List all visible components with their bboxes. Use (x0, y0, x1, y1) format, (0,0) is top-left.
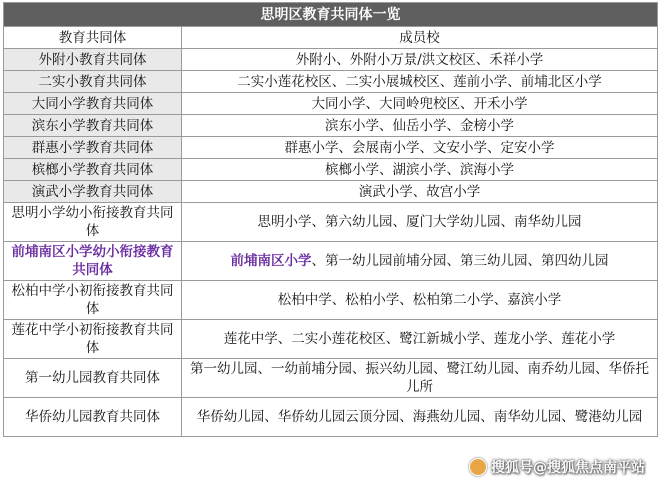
table-row (4, 159, 658, 181)
member-schools: 大同小学、大同岭兜校区、开禾小学 (182, 93, 658, 115)
member-schools: 思明小学、第六幼儿园、厦门大学幼儿园、南华幼儿园 (182, 203, 658, 242)
table-row (4, 203, 658, 242)
table-row (4, 137, 658, 159)
member-lead-school: 前埔南区小学 (230, 253, 312, 269)
member-schools (182, 242, 658, 281)
table-row (4, 93, 658, 115)
member-schools: 莲花中学、二实小莲花校区、鹭江新城小学、莲龙小学、莲花小学 (182, 320, 658, 359)
community-name: 思明小学幼小衔接教育共同体 (4, 203, 182, 242)
table-row (4, 115, 658, 137)
member-schools: 二实小莲花校区、二实小展城校区、莲前小学、前埔北区小学 (182, 71, 658, 93)
table-row-highlighted (4, 242, 658, 281)
community-name: 群惠小学教育共同体 (4, 137, 182, 159)
member-other-schools: 、第一幼儿园前埔分园、第三幼儿园、第四幼儿园 (311, 253, 609, 269)
member-schools: 槟榔小学、湖滨小学、滨海小学 (182, 159, 658, 181)
community-table-sheet (3, 2, 657, 485)
member-schools: 滨东小学、仙岳小学、金榜小学 (182, 115, 658, 137)
community-name: 演武小学教育共同体 (4, 181, 182, 203)
table-row (4, 359, 658, 398)
member-schools: 外附小、外附小万景/洪文校区、禾祥小学 (182, 49, 658, 71)
table-row (4, 320, 658, 359)
table-title-row (4, 3, 658, 27)
sohu-watermark (469, 457, 645, 477)
member-schools: 第一幼儿园、一幼前埔分园、振兴幼儿园、鹭江幼儿园、南乔幼儿园、华侨托儿所 (182, 359, 658, 398)
community-name: 大同小学教育共同体 (4, 93, 182, 115)
community-name: 外附小教育共同体 (4, 49, 182, 71)
member-schools: 群惠小学、会展南小学、文安小学、定安小学 (182, 137, 658, 159)
community-name: 松柏中学小初衔接教育共同体 (4, 281, 182, 320)
table-title: 思明区教育共同体一览 (4, 3, 658, 27)
community-name: 莲花中学小初衔接教育共同体 (4, 320, 182, 359)
community-name: 槟榔小学教育共同体 (4, 159, 182, 181)
table-row (4, 71, 658, 93)
community-name: 华侨幼儿园教育共同体 (4, 398, 182, 437)
table-row (4, 398, 658, 437)
community-table (3, 2, 658, 437)
community-name: 二实小教育共同体 (4, 71, 182, 93)
header-members: 成员校 (182, 27, 658, 49)
member-schools: 演武小学、故宫小学 (182, 181, 658, 203)
watermark-text: 搜狐号@搜狐焦点南平站 (491, 460, 645, 476)
member-schools: 华侨幼儿园、华侨幼儿园云顶分园、海燕幼儿园、南华幼儿园、鹭港幼儿园 (182, 398, 658, 437)
sohu-logo-icon (469, 458, 487, 476)
table-row (4, 281, 658, 320)
community-name: 滨东小学教育共同体 (4, 115, 182, 137)
header-community: 教育共同体 (4, 27, 182, 49)
community-name: 第一幼儿园教育共同体 (4, 359, 182, 398)
table-row (4, 181, 658, 203)
community-name: 前埔南区小学幼小衔接教育共同体 (4, 242, 182, 281)
table-row (4, 49, 658, 71)
table-header-row (4, 27, 658, 49)
member-schools: 松柏中学、松柏小学、松柏第二小学、嘉滨小学 (182, 281, 658, 320)
